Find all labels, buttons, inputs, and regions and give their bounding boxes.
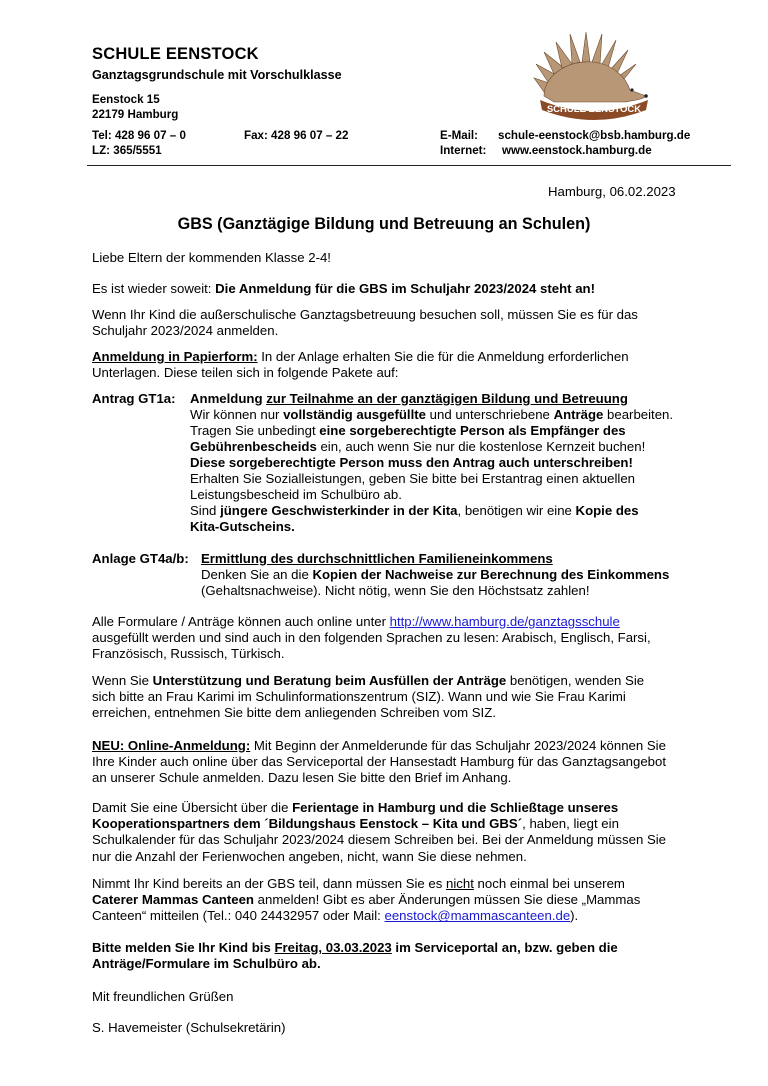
holidays-l2a: Kooperationspartners dem ´Bildungshaus Eenstock – Kita und GBS´ (92, 816, 523, 832)
caterer-l3a: Canteen“ mitteilen (Tel.: 040 24432957 oder Mail: (92, 908, 385, 924)
fax-number: Fax: 428 96 07 – 22 (244, 129, 349, 142)
gt1a-line-3 (190, 439, 645, 455)
online-registration-line-1: Mit Beginn der Anmelderunde für das Schuljahr 2023/2024 können Sie (250, 738, 666, 753)
paragraph-caterer (92, 876, 718, 925)
caterer-l2b: anmelden! Gibt es aber Änderungen müssen Sie diese „Mammas (253, 892, 641, 908)
online-forms-line-2: ausgefüllt werden und sind auch in den folgenden Sprachen zu lesen: Arabisch, Englisch, Farsi, (92, 630, 651, 646)
online-registration-line-3: an unserer Schule anmelden. Dazu lesen Sie bitte den Brief im Anhang. (92, 770, 512, 786)
holidays-l1b: Ferientage in Hamburg und die Schließtage unseres (292, 800, 619, 815)
deadline-l1a: Bitte melden Sie Ihr Kind bis (92, 940, 275, 955)
email-label: E-Mail: (440, 129, 479, 142)
paragraph-online-forms (92, 614, 718, 663)
gt1a-label: Antrag GT1a: (92, 391, 176, 406)
document-title: GBS (Ganztägige Bildung und Betreuung an Schulen) (177, 215, 591, 233)
gt1a-l3b: ein, auch wenn Sie nur die kostenlose Kernzeit buchen! (316, 439, 646, 454)
gt1a-line-6: Leistungsbescheid im Schulbüro ab. (190, 487, 402, 502)
ganztagsschule-link[interactable]: http://www.hamburg.de/ganztagsschule (389, 614, 620, 629)
gt1a-line-5: Erhalten Sie Sozialleistungen, geben Sie bitte bei Erstantrag einen aktuellen (190, 471, 636, 486)
paragraph-paper-form (92, 349, 718, 381)
gt1a-l1b: vollständig ausgefüllte (283, 407, 426, 422)
paper-form-line-2: Unterlagen. Diese teilen sich in folgende Pakete auf: (92, 365, 399, 381)
holidays-line-3: Schulkalender für das Schuljahr 2023/2024 diesem Schreiben bei. Bei der Anmeldung müssen Sie (92, 832, 667, 848)
gt4-line-2: (Gehaltsnachweise). Nicht nötig, wenn Sie den Höchstsatz zahlen! (201, 583, 590, 598)
school-name: SCHULE EENSTOCK (92, 45, 259, 63)
internet-value[interactable]: www.eenstock.hamburg.de (502, 144, 652, 157)
gt1a-l1d: Anträge (553, 407, 604, 422)
caterer-l2a: Caterer Mammas Canteen (92, 892, 254, 908)
support-l1a: Wenn Sie (92, 673, 153, 688)
gt1a-l1a: Wir können nur (190, 407, 284, 422)
header-divider (87, 165, 731, 166)
gt1a-line-2 (190, 423, 626, 439)
gt4-l1b: Kopien der Nachweise zur Berechnung des Einkommens (312, 567, 670, 582)
greeting: Liebe Eltern der kommenden Klasse 2-4! (92, 250, 331, 265)
address-city: 22179 Hamburg (92, 108, 179, 121)
date-line: Hamburg, 06.02.2023 (548, 184, 676, 199)
holidays-line-4: nur die Anzahl der Ferienwochen angeben, nicht, wann Sie diese nehmen. (92, 848, 527, 864)
gt4-label: Anlage GT4a/b: (92, 551, 189, 566)
gt1a-l7b: jüngere Geschwisterkinder in der Kita (220, 503, 458, 518)
gt1a-line-7 (190, 503, 639, 519)
gt1a-l7c: , benötigen wir eine (457, 503, 576, 518)
caterer-l1a: Nimmt Ihr Kind bereits an der GBS teil, dann müssen Sie es (92, 876, 447, 891)
paragraph-holidays (92, 800, 718, 865)
gt1a-heading (190, 391, 628, 407)
online-registration-heading: NEU: Online-Anmeldung: (92, 738, 251, 753)
deadline-date: Freitag, 03.03.2023 (274, 940, 392, 955)
holidays-l1a: Damit Sie eine Übersicht über die (92, 800, 293, 815)
paper-form-heading: Anmeldung in Papierform: (92, 349, 258, 364)
logo-text: SCHULE EENSTOCK (546, 104, 642, 115)
paragraph-online-registration (92, 738, 718, 787)
gt1a-l7d: Kopie des (575, 503, 639, 518)
registration-line-1: Wenn Ihr Kind die außerschulische Ganztagsbetreuung besuchen soll, müssen Sie es für das (92, 307, 638, 322)
gt1a-l2b: eine sorgeberechtigte Person als Empfänger des (319, 423, 626, 438)
support-line-2: sich bitte an Frau Karimi im Schulinformationszentrum (SIZ). Wann und wie Sie Frau Karimi (92, 689, 626, 705)
paragraph-deadline (92, 940, 718, 972)
support-line-3: erreichen, entnehmen Sie bitte dem anliegenden Schreiben vom SIZ. (92, 705, 496, 721)
announcement-text: Es ist wieder soweit: (92, 281, 216, 296)
paragraph-announcement (92, 281, 718, 297)
gt1a-l1e: bearbeiten. (603, 407, 674, 422)
gt1a-heading-b: zur Teilnahme an der ganztägigen Bildung und Betreuung (266, 391, 628, 406)
phone-number: Tel: 428 96 07 – 0 (92, 129, 186, 142)
gt1a-heading-a: Anmeldung (190, 391, 267, 406)
gt1a-line-8: Kita-Gutscheins. (190, 519, 295, 534)
paragraph-support (92, 673, 718, 722)
gt4-l1a: Denken Sie an die (201, 567, 313, 582)
gt1a-l3a: Gebührenbescheids (190, 439, 317, 454)
support-l1b: Unterstützung und Beratung beim Ausfüllen der Anträge (152, 673, 507, 688)
caterer-email-link[interactable]: eenstock@mammascanteen.de (384, 908, 571, 924)
caterer-l1b: nicht (446, 876, 474, 891)
hedgehog-logo-icon (530, 30, 658, 122)
gt1a-l1c: und unterschriebene (425, 407, 554, 422)
gt1a-l2a: Tragen Sie unbedingt (190, 423, 320, 438)
closing: Mit freundlichen Grüßen (92, 989, 234, 1004)
address-street: Eenstock 15 (92, 93, 160, 106)
deadline-l1c: im Serviceportal an, bzw. geben die (391, 940, 618, 955)
paragraph-registration (92, 307, 718, 339)
holidays-l2b: , haben, liegt ein (522, 816, 619, 832)
paper-form-line-1: In der Anlage erhalten Sie die für die Anmeldung erforderlichen (257, 349, 629, 364)
gt1a-line-1 (190, 407, 673, 423)
gt1a-l7a: Sind (190, 503, 221, 518)
online-forms-line-3: Französisch, Russisch, Türkisch. (92, 646, 285, 662)
gt1a-line-4: Diese sorgeberechtigte Person muss den Antrag auch unterschreiben! (190, 455, 633, 470)
email-value[interactable]: schule-eenstock@bsb.hamburg.de (498, 129, 691, 142)
deadline-line-2: Anträge/Formulare im Schulbüro ab. (92, 956, 321, 972)
support-l1c: benötigen, wenden Sie (506, 673, 645, 688)
caterer-l3b: ). (570, 908, 579, 924)
gt4-heading: Ermittlung des durchschnittlichen Familieneinkommens (201, 551, 553, 566)
online-forms-line-1: Alle Formulare / Anträge können auch online unter (92, 614, 390, 629)
announcement-bold: Die Anmeldung für die GBS im Schuljahr 2023/2024 steht an! (215, 281, 595, 296)
registration-line-2: Schuljahr 2023/2024 anmelden. (92, 323, 279, 339)
internet-label: Internet: (440, 144, 487, 157)
school-subtitle: Ganztagsgrundschule mit Vorschulklasse (92, 68, 342, 82)
caterer-l1c: noch einmal bei unserem (473, 876, 625, 891)
gt4-line-1 (201, 567, 669, 583)
signature: S. Havemeister (Schulsekretärin) (92, 1020, 286, 1035)
online-registration-line-2: Ihre Kinder auch online über das Serviceportal der Hansestadt Hamburg für das Ganztagsangebot (92, 754, 666, 770)
lz-number: LZ: 365/5551 (92, 144, 162, 157)
